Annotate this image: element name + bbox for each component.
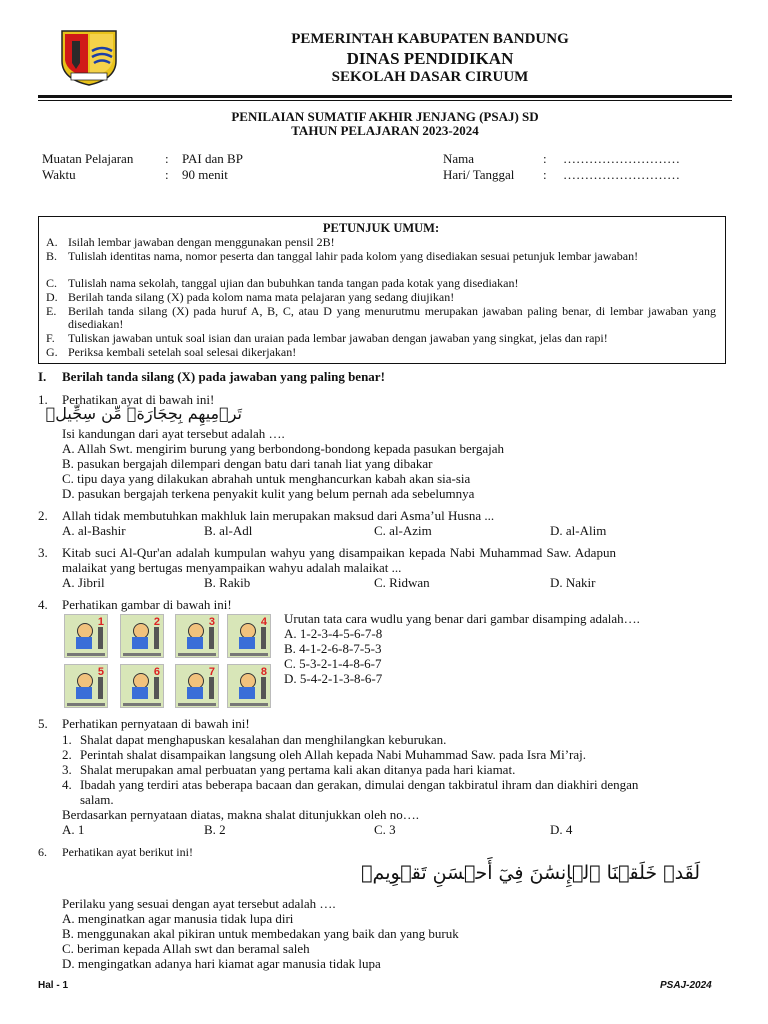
- answer-option[interactable]: A. al-Bashir: [62, 523, 126, 538]
- statement-number: 3.: [62, 762, 72, 777]
- colon: :: [543, 151, 547, 166]
- answer-option[interactable]: C. 3: [374, 822, 396, 837]
- statement-text: Perintah shalat disampaikan langsung oleh Allah kepada Nabi Muhammad Saw. pada Isra Mi’raj.: [80, 747, 587, 762]
- instruction-item: A. Isilah lembar jawaban dengan menggunakan pensil 2B!: [46, 235, 335, 249]
- statement-text: Ibadah yang terdiri atas beberapa bacaan dan gerakan, dimulai dengan takbiratul ihram dan diakhiri dengan: [80, 777, 639, 792]
- name-blank[interactable]: ………………………: [563, 151, 680, 166]
- instruction-item: E. Berilah tanda silang (X) pada huruf A, B, C, atau D yang menurutmu merupakan jawaban paling benar, di lembar jawaban yang disediakan!: [46, 304, 716, 331]
- question-text: Perhatikan pernyataan di bawah ini!: [62, 716, 250, 731]
- exam-title: PENILAIAN SUMATIF AKHIR JENJANG (PSAJ) SD: [231, 109, 539, 124]
- instructions-title: PETUNJUK UMUM:: [322, 221, 440, 235]
- name-label: Nama: [443, 151, 475, 166]
- answer-option[interactable]: A. 1-2-3-4-5-6-7-8: [284, 626, 383, 641]
- question-number: 2.: [38, 508, 48, 523]
- answer-option[interactable]: A. 1: [62, 822, 85, 837]
- question-number: 6.: [38, 845, 47, 859]
- question-number: 5.: [38, 716, 48, 731]
- answer-option[interactable]: D. mengingatkan adanya hari kiamat agar manusia tidak lupa: [62, 956, 381, 971]
- question-prompt: Urutan tata cara wudlu yang benar dari gambar disamping adalah….: [284, 611, 640, 626]
- question-prompt: Berdasarkan pernyataan diatas, makna shalat ditunjukkan oleh no….: [62, 807, 420, 822]
- header-department: DINAS PENDIDIKAN: [346, 49, 514, 68]
- header-rule-thick: [38, 95, 732, 98]
- instruction-item: F. Tuliskan jawaban untuk soal isian dan uraian pada lembar jawaban dengan jawaban yang singkat, jelas dan rapi!: [46, 331, 608, 345]
- exam-year: TAHUN PELAJARAN 2023-2024: [291, 123, 479, 138]
- answer-option[interactable]: C. beriman kepada Allah swt dan beramal saleh: [62, 941, 310, 956]
- answer-option[interactable]: D. 5-4-2-1-3-8-6-7: [284, 671, 383, 686]
- statement-text: Shalat merupakan amal perbuatan yang pertama kali akan ditanya pada hari kiamat.: [80, 762, 516, 777]
- colon: :: [165, 151, 169, 166]
- exam-code: PSAJ-2024: [660, 980, 712, 991]
- question-prompt: Isi kandungan dari ayat tersebut adalah ….: [62, 426, 285, 441]
- answer-option[interactable]: B. al-Adl: [204, 523, 253, 538]
- answer-option[interactable]: D. pasukan bergajah terkena penyakit kulit yang belum pernah ada sebelumnya: [62, 486, 475, 501]
- answer-option[interactable]: A. menginatkan agar manusia tidak lupa diri: [62, 911, 294, 926]
- instruction-item: C. Tulislah nama sekolah, tanggal ujian dan bubuhkan tanda tangan pada kotak yang disediakan!: [46, 276, 519, 290]
- instruction-item: G. Periksa kembali setelah soal selesai dikerjakan!: [46, 345, 297, 359]
- date-blank[interactable]: ………………………: [563, 167, 680, 182]
- time-label: Waktu: [42, 167, 76, 182]
- subject-value: PAI dan BP: [182, 151, 243, 166]
- question-text-cont: malaikat yang bertugas menyampaikan wahyu adalah malaikat ...: [62, 560, 402, 575]
- answer-option[interactable]: B. menggunakan akal pikiran untuk membedakan yang baik dan yang buruk: [62, 926, 459, 941]
- wudlu-picture: 1: [64, 614, 108, 658]
- answer-option[interactable]: B. 4-1-2-6-8-7-5-3: [284, 641, 382, 656]
- wudlu-picture: 3: [175, 614, 219, 658]
- answer-option[interactable]: D. 4: [550, 822, 573, 837]
- answer-option[interactable]: B. Rakib: [204, 575, 251, 590]
- question-prompt: Perilaku yang sesuai dengan ayat tersebut adalah ….: [62, 896, 336, 911]
- answer-option[interactable]: B. pasukan bergajah dilempari dengan batu dari tanah liat yang dibakar: [62, 456, 433, 471]
- section-number: I.: [38, 369, 47, 384]
- question-number: 4.: [38, 597, 48, 612]
- colon: :: [543, 167, 547, 182]
- question-number: 3.: [38, 545, 48, 560]
- answer-option[interactable]: C. Ridwan: [374, 575, 430, 590]
- date-label: Hari/ Tanggal: [443, 167, 515, 182]
- wudlu-picture: 7: [175, 664, 219, 708]
- wudlu-picture: 5: [64, 664, 108, 708]
- arabic-verse: لَقَدۡ خَلَقۡنَا ٱلۡإِنسَٰنَ فِيٓ أَحۡسَنِ تَقۡوِيمٖ: [361, 862, 700, 884]
- question-text: Allah tidak membutuhkan makhluk lain merupakan maksud dari Asma’ul Husna ...: [62, 508, 495, 523]
- statement-number: 1.: [62, 732, 72, 747]
- statement-number: 4.: [62, 777, 72, 792]
- answer-option[interactable]: A. Allah Swt. mengirim burung yang berbondong-bondong kepada pasukan bergajah: [62, 441, 505, 456]
- answer-option[interactable]: D. Nakir: [550, 575, 596, 590]
- question-text: Perhatikan ayat di bawah ini!: [62, 392, 215, 407]
- answer-option[interactable]: B. 2: [204, 822, 226, 837]
- answer-option[interactable]: C. al-Azim: [374, 523, 432, 538]
- district-logo: [58, 27, 120, 89]
- header-government: PEMERINTAH KABUPATEN BANDUNG: [291, 31, 569, 47]
- instruction-item: B. Tulislah identitas nama, nomor peserta dan tanggal lahir pada kolom yang disediakan sesuai petunjuk lembar jawaban!: [46, 249, 639, 263]
- time-value: 90 menit: [182, 167, 228, 182]
- statement-text-cont: salam.: [80, 792, 114, 807]
- wudlu-picture: 6: [120, 664, 164, 708]
- header-rule-thin: [38, 100, 732, 101]
- question-text: Kitab suci Al-Qur'an adalah kumpulan wahyu yang disampaikan kepada Nabi Muhammad Saw. Adapun: [62, 545, 616, 560]
- subject-label: Muatan Pelajaran: [42, 151, 134, 166]
- colon: :: [165, 167, 169, 182]
- question-number: 1.: [38, 392, 48, 407]
- header-school: SEKOLAH DASAR CIRUUM: [331, 69, 529, 85]
- statement-number: 2.: [62, 747, 72, 762]
- answer-option[interactable]: A. Jibril: [62, 575, 105, 590]
- wudlu-picture: 2: [120, 614, 164, 658]
- statement-text: Shalat dapat menghapuskan kesalahan dan menghilangkan keburukan.: [80, 732, 447, 747]
- wudlu-picture: 8: [227, 664, 271, 708]
- answer-option[interactable]: C. 5-3-2-1-4-8-6-7: [284, 656, 382, 671]
- instruction-item: D. Berilah tanda silang (X) pada kolom nama mata pelajaran yang sedang diujikan!: [46, 290, 455, 304]
- answer-option[interactable]: D. al-Alim: [550, 523, 607, 538]
- question-text: Perhatikan ayat berikut ini!: [62, 845, 193, 859]
- answer-option[interactable]: C. tipu daya yang dilakukan abrahah untuk menghancurkan kabah akan sia-sia: [62, 471, 471, 486]
- section-title: Berilah tanda silang (X) pada jawaban yang paling benar!: [62, 369, 385, 384]
- page-number: Hal - 1: [38, 980, 69, 991]
- wudlu-picture: 4: [227, 614, 271, 658]
- arabic-verse: تَرۡمِيهِم بِحِجَارَةٖ مِّن سِجِّيلٖ: [45, 404, 242, 423]
- question-text: Perhatikan gambar di bawah ini!: [62, 597, 232, 612]
